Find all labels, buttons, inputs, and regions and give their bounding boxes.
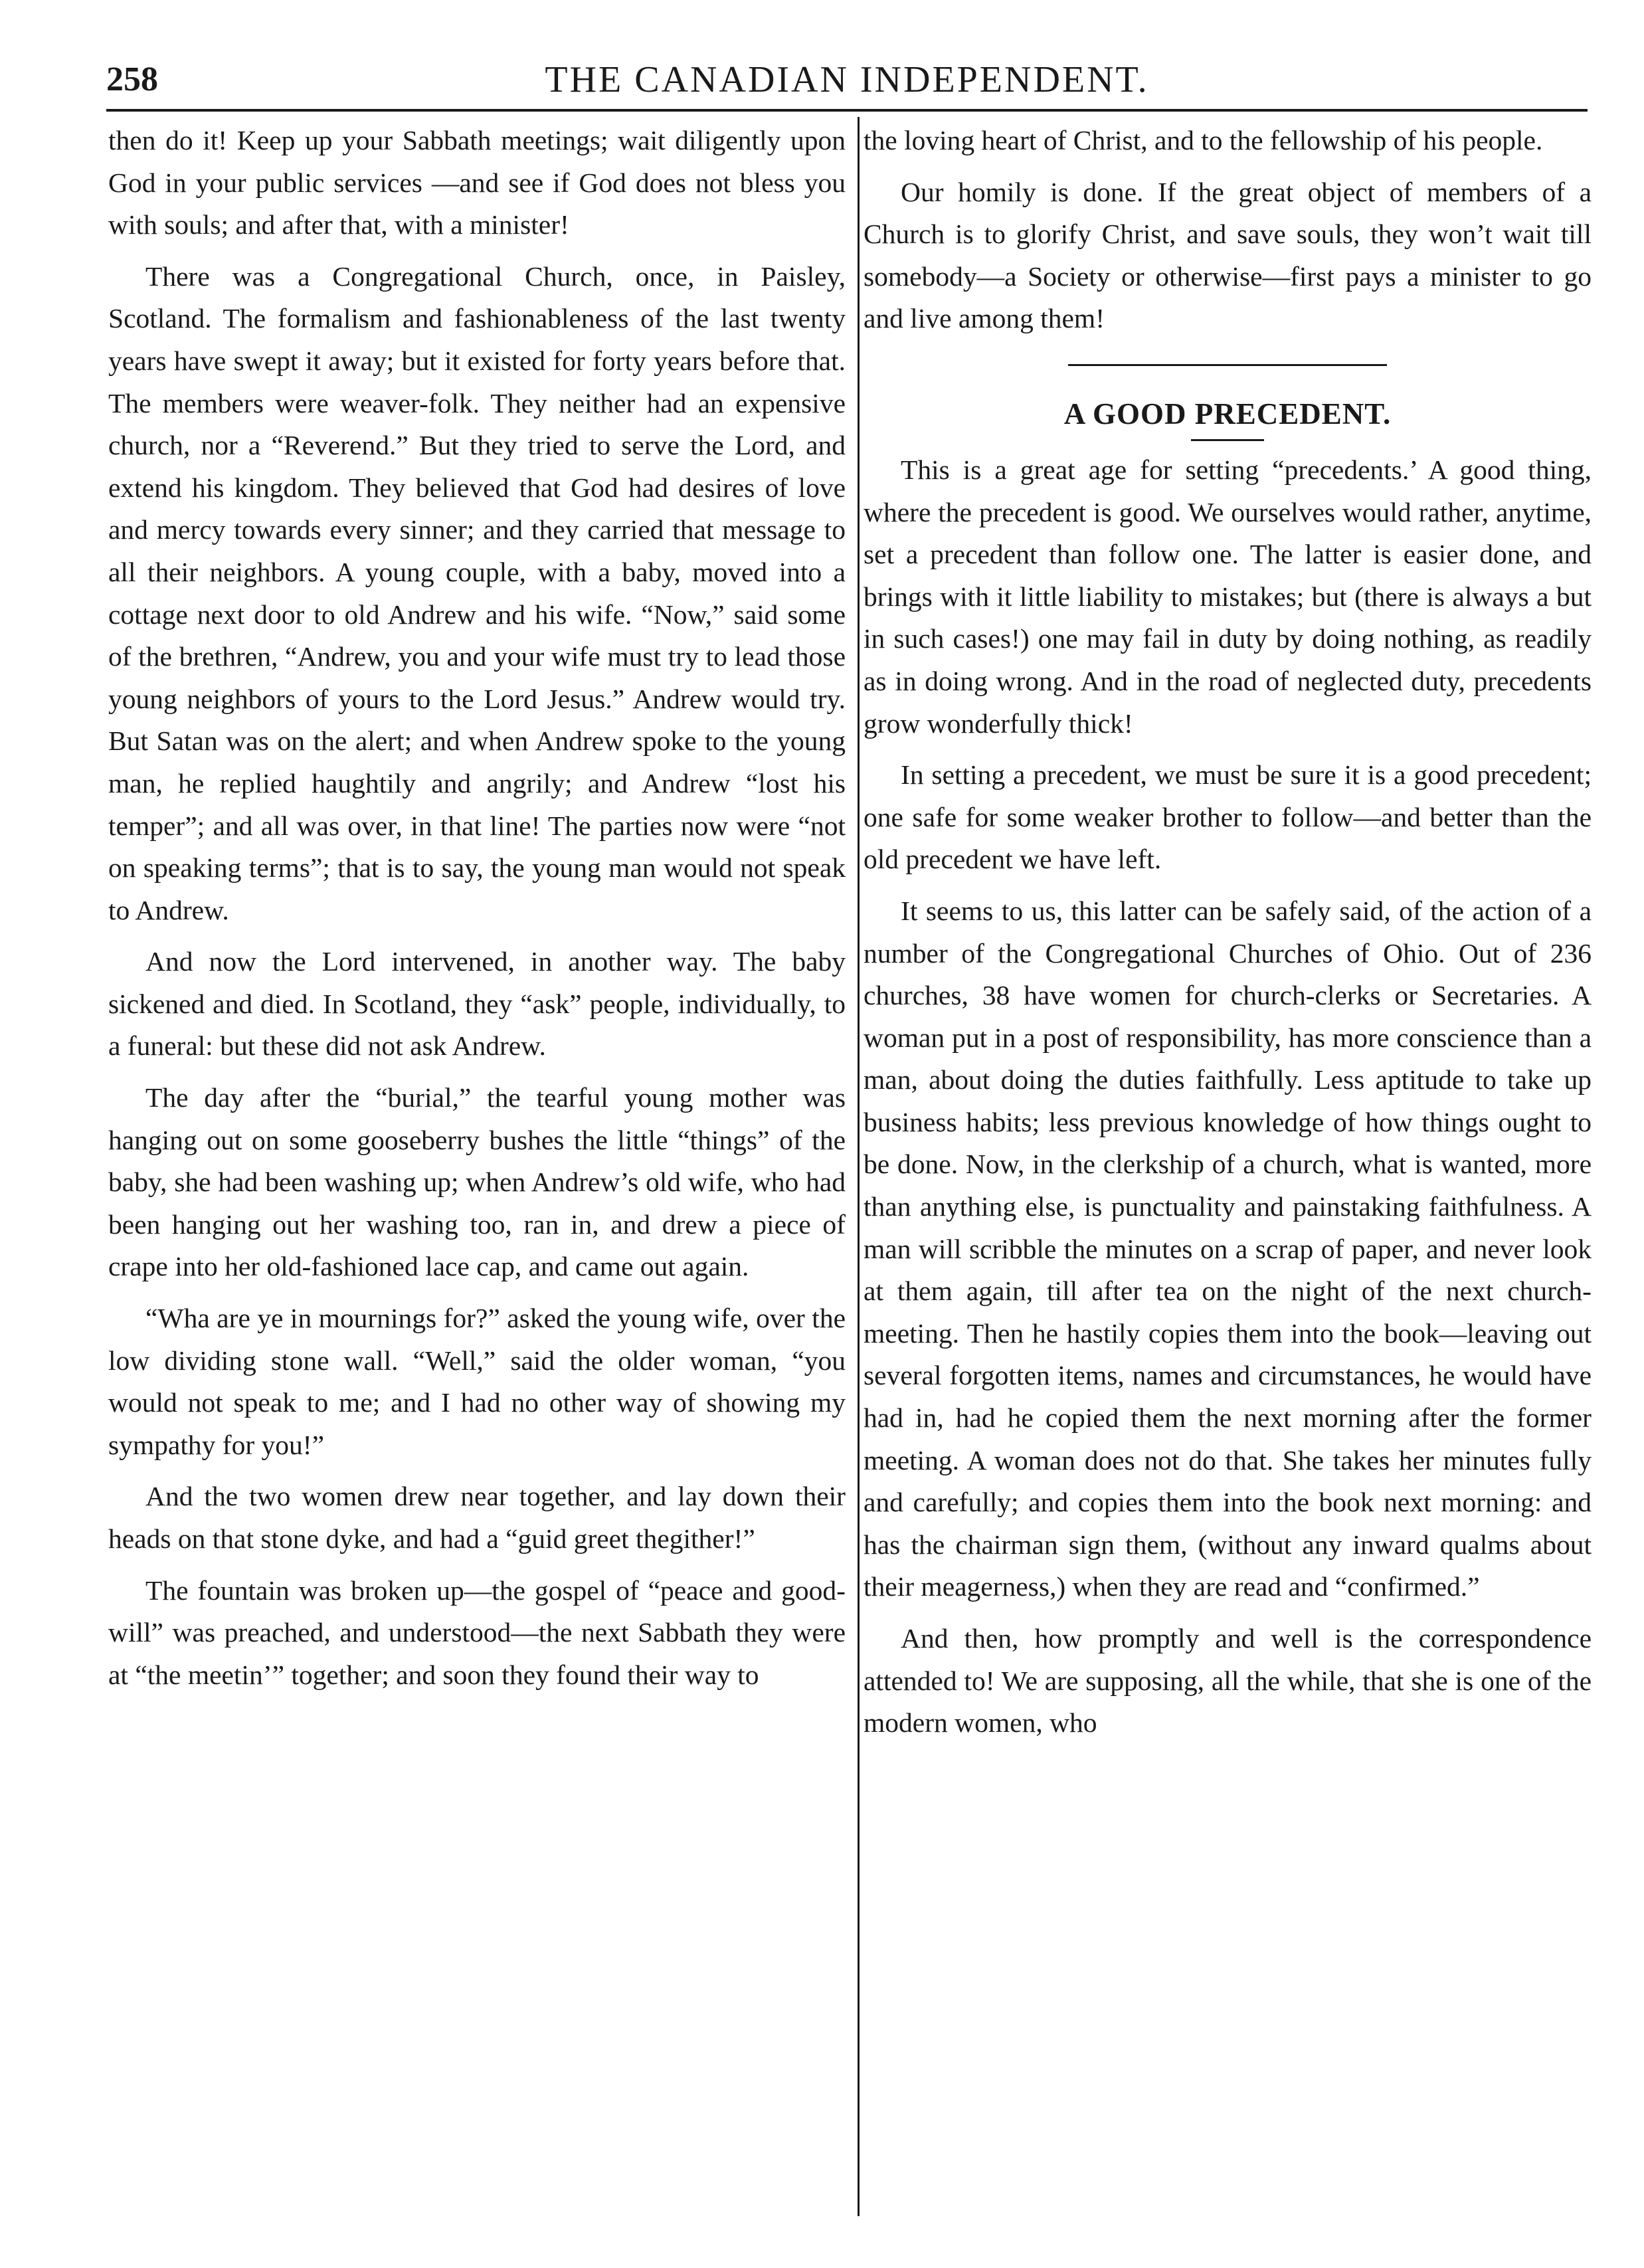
right-column [864,120,1592,2219]
title-underline-rule [1191,439,1264,441]
paragraph: The fountain was broken up—the gospel of “peace and good-will” was preached, and understood—the next Sabbath they were at “the meetin’” together; and soon they found their way to [108,1574,846,1690]
paragraph: It seems to us, this latter can be safely said, of the action of a number of the Congregational Churches of Ohio. Out of 236 churches, 38 have women for church-clerks or Secretaries. A woman put in a post of responsibility, has more conscience than a man, about doing the duties faithfully. Less aptitude to take up business habits; less previous knowledge of how things ought to be done. Now, in the clerkship of a church, what is wanted, more than anything else, is punctuality and painstaking faithfulness. A man will scribble the minutes on a scrap of paper, and never look at them again, till after tea on the night of the next church-meeting. Then he hastily copies them into the book—leaving out several forgotten items, names and circumstances, he would have had in, had he copied them the next morning after the former meeting. A woman does not do that. She takes her minutes fully and carefully; and copies them into the book next morning: and has the chairman sign them, (without any inward qualms about their meagerness,) when they are read and “confirmed.” [864,895,1592,1602]
paragraph: Our homily is done. If the great object of members of a Church is to glorify Christ, and save souls, they won’t wait till somebody—a Society or otherwise—first pays a minister to go and live among them! [864,176,1592,334]
page-number: 258 [106,60,158,98]
paragraph: And now the Lord intervened, in another way. The baby sickened and died. In Scotland, they “ask” people, individually, to a funeral: but these did not ask Andrew. [108,946,846,1062]
left-column [108,120,846,2219]
paragraph: the loving heart of Christ, and to the fellowship of his people. [864,125,1543,155]
paragraph: then do it! Keep up your Sabbath meetings; wait diligently upon God in your public services —and see if God does not bless you with souls; and after that, with a minister! [108,125,846,240]
journal-title: THE CANADIAN INDEPENDENT. [545,59,1149,100]
header-rule [106,109,1588,112]
paragraph: This is a great age for setting “precedents.’ A good thing, where the precedent is good. We ourselves would rather, anytime, set a precedent than follow one. The latter is easier done, and brings with it little liability to mistakes; but (there is always a but in such cases!) one may fail in duty by doing nothing, as readily as in doing wrong. And in the road of neglected duty, precedents grow wonderfully thick! [864,454,1592,739]
paragraph: And the two women drew near together, and lay down their heads on that stone dyke, and had a “guid greet thegither!” [108,1481,846,1554]
paragraph: There was a Congregational Church, once, in Paisley, Scotland. The formalism and fashionableness of the last twenty years have swept it away; but it existed for forty years before that. The members were weaver-folk. They neither had an expensive church, nor a “Reverend.” But they tried to serve the Lord, and extend his kingdom. They believed that God had desires of love and mercy towards every sinner; and they carried that message to all their neighbors. A young couple, with a baby, moved into a cottage next door to old Andrew and his wife. “Now,” said some of the brethren, “Andrew, you and your wife must try to lead those young neighbors of yours to the Lord Jesus.” Andrew would try. But Satan was on the alert; and when Andrew spoke to the young man, he replied haughtily and angrily; and Andrew “lost his temper”; and all was over, in that line! The parties now were “not on speaking terms”; that is to say, the young man would not speak to Andrew. [108,260,846,925]
paragraph: The day after the “burial,” the tearful young mother was hanging out on some gooseberry bushes the little “things” of the baby, she had been washing up; when Andrew’s old wife, who had been hanging out her washing too, ran in, and drew a piece of crape into her old-fashioned lace cap, and came out again. [108,1082,846,1282]
paragraph: And then, how promptly and well is the correspondence attended to! We are supposing, all the while, that she is one of the modern women, who [864,1623,1592,1739]
paragraph: In setting a precedent, we must be sure it is a good precedent; one safe for some weaker brother to follow—and better than the old precedent we have left. [864,759,1592,875]
column-divider [858,117,860,2216]
section-title: A GOOD PRECEDENT. [1063,397,1392,430]
paragraph: “Wha are ye in mournings for?” asked the young wife, over the low dividing stone wall. “Well,” said the older woman, “you would not speak to me; and I had no other way of showing my sympathy for you!” [108,1303,846,1460]
section-separator-rule [1068,364,1387,366]
page-header [106,53,1588,106]
